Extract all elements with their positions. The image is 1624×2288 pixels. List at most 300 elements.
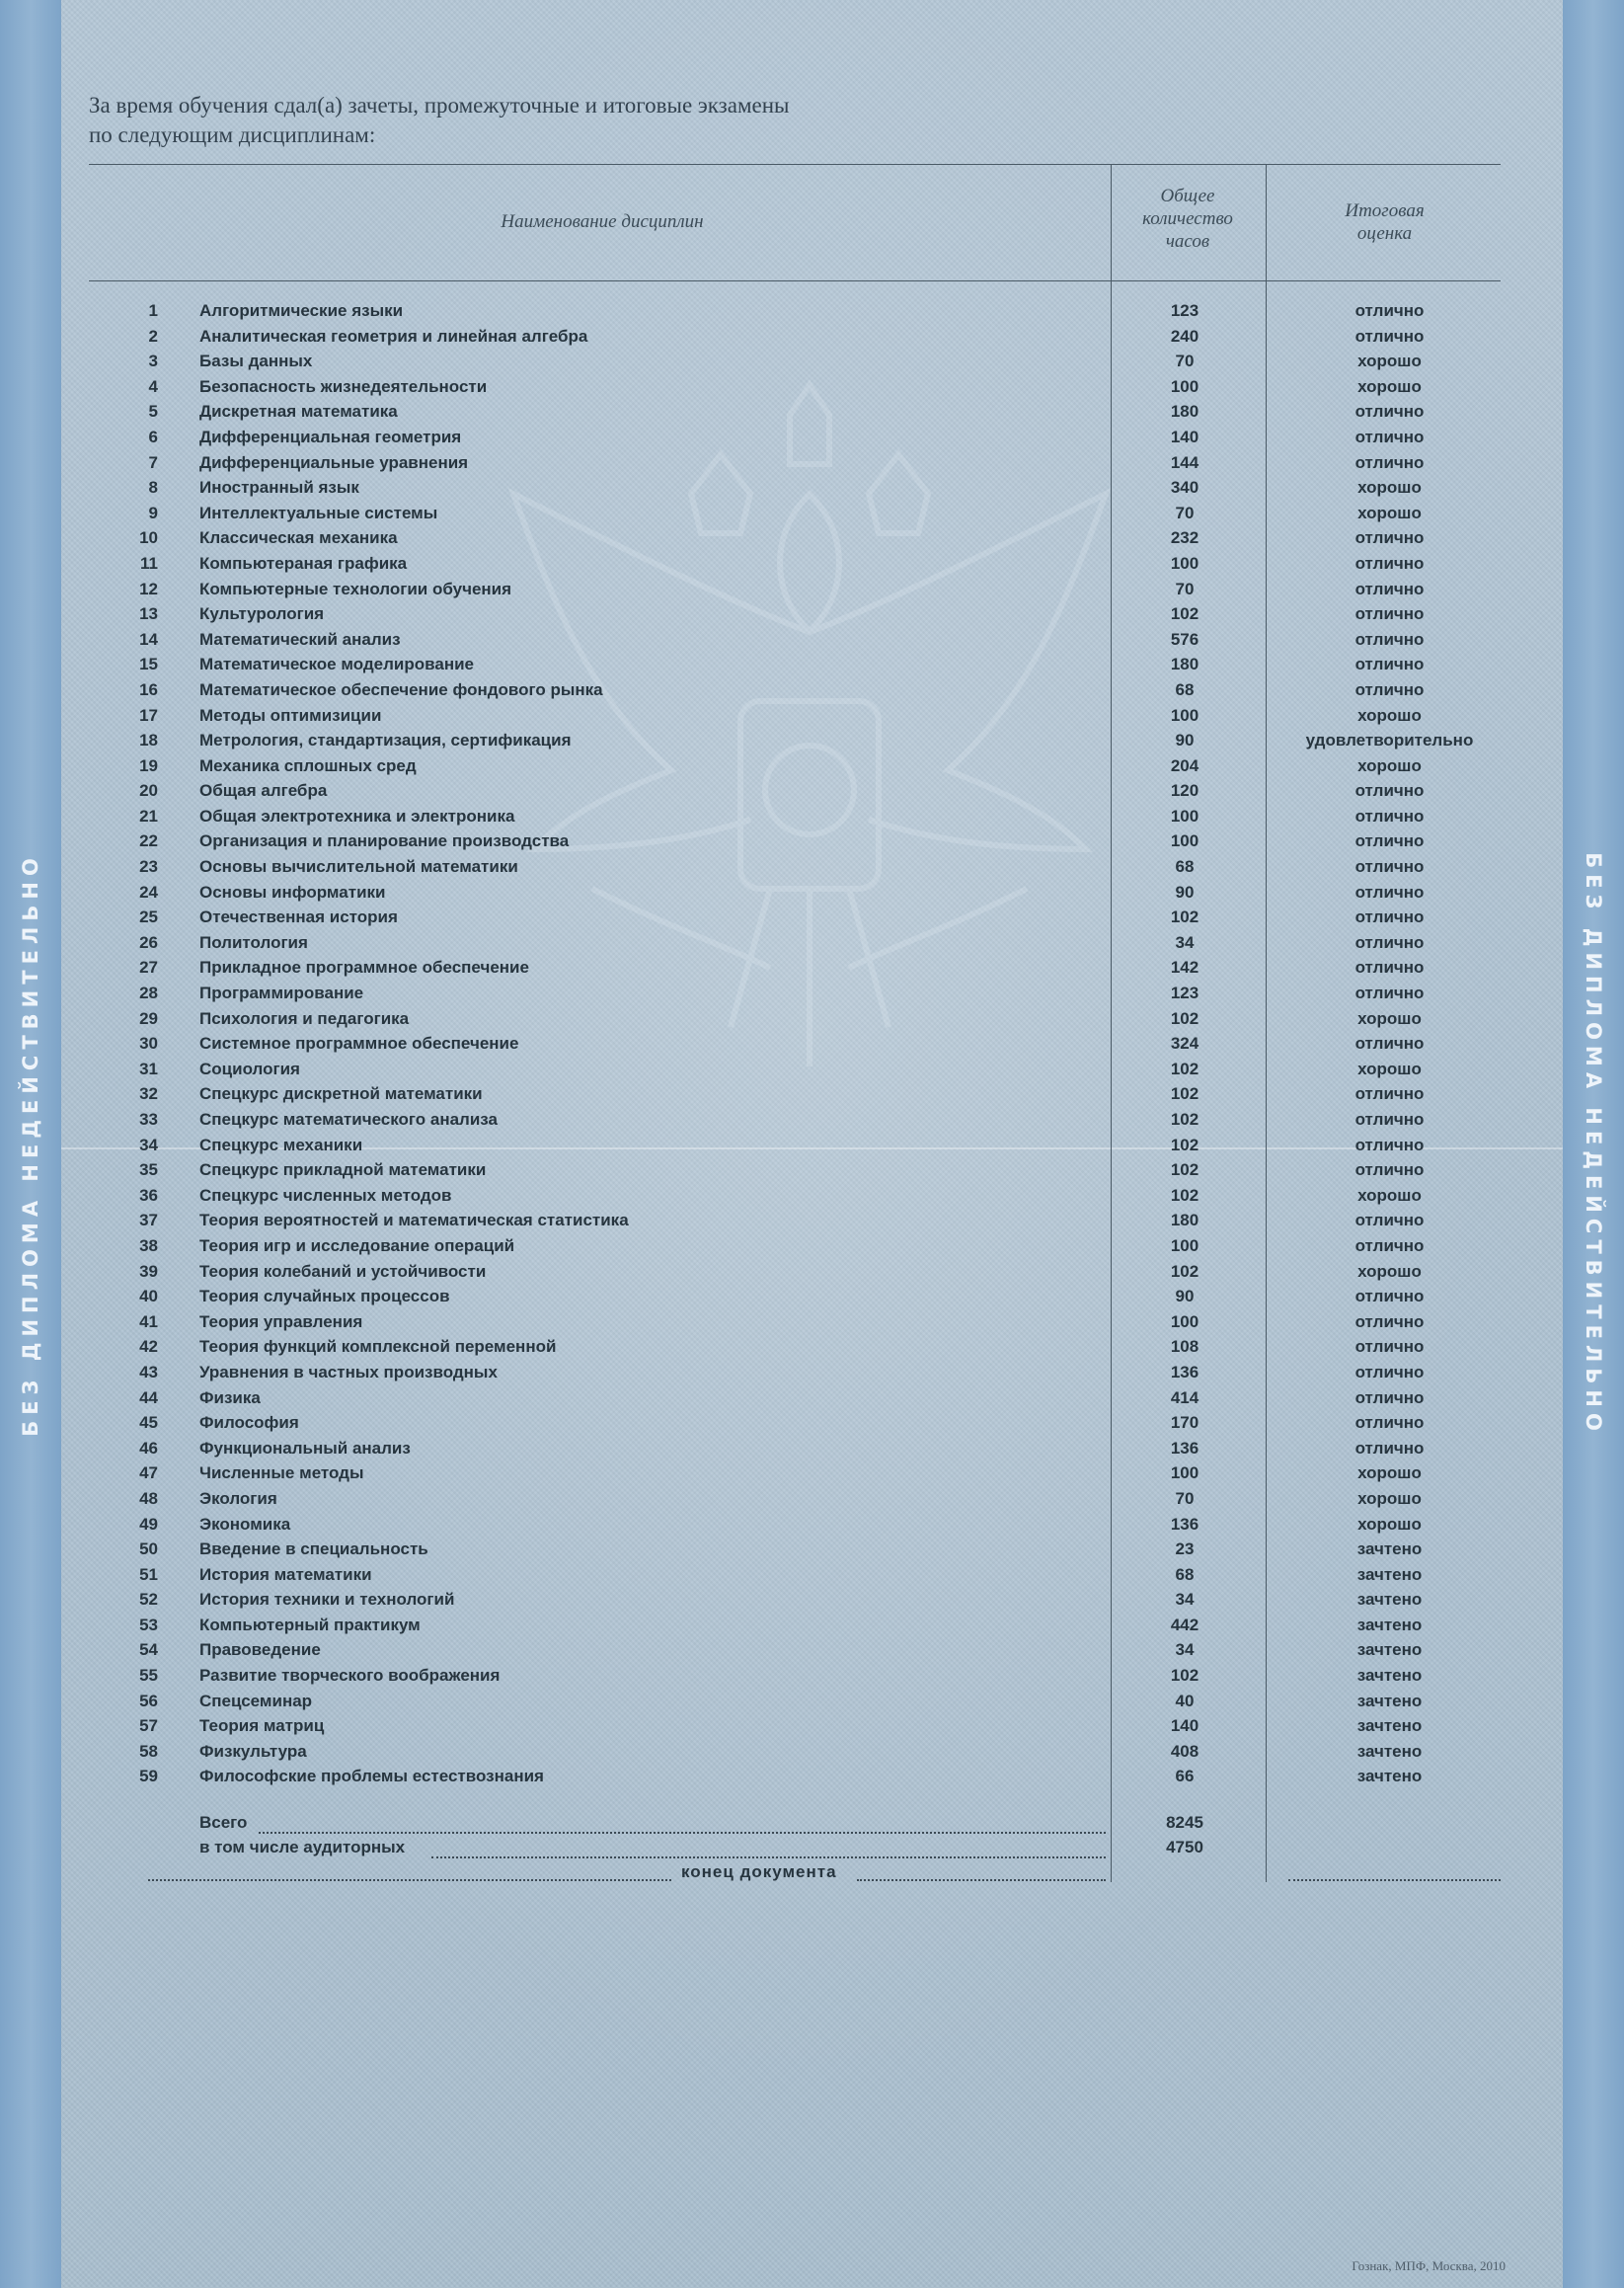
row-number: 20 (139, 781, 158, 801)
discipline-name: Аналитическая геометрия и линейная алгебра (199, 326, 588, 346)
row-number: 3 (148, 352, 158, 371)
discipline-hours: 102 (1170, 1160, 1199, 1180)
discipline-grade: отлично (1354, 579, 1425, 598)
row-number: 4 (148, 376, 158, 396)
discipline-name: Классическая механика (199, 528, 398, 548)
discipline-hours: 34 (1175, 1590, 1195, 1610)
table-row (0, 1057, 1624, 1082)
table-row (0, 1284, 1624, 1309)
header-top-rule (89, 164, 1501, 165)
row-number: 19 (139, 755, 158, 775)
discipline-hours: 108 (1170, 1337, 1199, 1357)
discipline-name: Отечественная история (199, 907, 398, 927)
discipline-grade: отлично (1354, 907, 1425, 927)
row-number: 32 (139, 1084, 158, 1104)
table-row (0, 525, 1624, 551)
discipline-name: История математики (199, 1564, 372, 1584)
end-dots-right (857, 1879, 1106, 1881)
discipline-name: Спецкурс математического анализа (199, 1110, 498, 1129)
discipline-grade: отлично (1354, 1362, 1425, 1381)
discipline-name: Правоведение (199, 1640, 321, 1660)
right-security-text: БЕЗ ДИПЛОМА НЕДЕЙСТВИТЕЛЬНО (1582, 851, 1605, 1437)
row-number: 5 (148, 402, 158, 422)
discipline-grade: отлично (1354, 932, 1425, 952)
discipline-grade: зачтено (1356, 1716, 1423, 1736)
discipline-grade: хорошо (1357, 478, 1422, 498)
table-row (0, 450, 1624, 476)
discipline-name: Введение в специальность (199, 1539, 428, 1559)
discipline-hours: 102 (1170, 1084, 1199, 1104)
discipline-name: Экология (199, 1488, 277, 1508)
table-row (0, 627, 1624, 653)
discipline-grade: зачтено (1356, 1691, 1423, 1710)
discipline-hours: 102 (1170, 1135, 1199, 1154)
discipline-name: История техники и технологий (199, 1590, 455, 1610)
discipline-grade: отлично (1354, 1235, 1425, 1255)
discipline-hours: 70 (1175, 352, 1195, 371)
discipline-name: Теория случайных процессов (199, 1287, 450, 1306)
discipline-grade: хорошо (1357, 755, 1422, 775)
discipline-hours: 90 (1175, 882, 1195, 902)
discipline-grade: зачтено (1356, 1640, 1423, 1660)
table-row (0, 880, 1624, 906)
header-final-grade: Итоговая оценка (1345, 200, 1425, 244)
row-number: 30 (139, 1034, 158, 1054)
total-leader-dots (259, 1832, 1106, 1834)
discipline-hours: 34 (1175, 932, 1195, 952)
row-number: 36 (139, 1185, 158, 1205)
discipline-name: Дискретная математика (199, 402, 398, 422)
header-discipline-name: Наименование дисциплин (501, 211, 704, 232)
discipline-hours: 140 (1170, 427, 1199, 446)
table-row (0, 828, 1624, 854)
row-number: 9 (148, 503, 158, 522)
discipline-grade: зачтено (1356, 1539, 1423, 1559)
discipline-grade: отлично (1354, 1438, 1425, 1458)
end-dots-left (148, 1879, 671, 1881)
table-row (0, 1309, 1624, 1335)
discipline-grade: хорошо (1357, 1008, 1422, 1028)
discipline-name: Метрология, стандартизация, сертификация (199, 731, 572, 750)
row-number: 8 (148, 478, 158, 498)
table-row (0, 1587, 1624, 1613)
discipline-grade: отлично (1354, 857, 1425, 877)
discipline-name: Теория функций комплексной переменной (199, 1337, 557, 1357)
table-row (0, 298, 1624, 324)
discipline-hours: 142 (1170, 958, 1199, 978)
row-number: 26 (139, 932, 158, 952)
discipline-hours: 102 (1170, 1261, 1199, 1281)
discipline-name: Политология (199, 932, 308, 952)
discipline-name: Математическое обеспечение фондового рынка (199, 679, 603, 699)
discipline-name: Численные методы (199, 1463, 364, 1483)
table-row (0, 1360, 1624, 1385)
table-row (0, 677, 1624, 703)
discipline-hours: 180 (1170, 1211, 1199, 1230)
discipline-hours: 123 (1170, 984, 1199, 1003)
row-number: 15 (139, 655, 158, 674)
row-number: 41 (139, 1311, 158, 1331)
discipline-grade: хорошо (1357, 1488, 1422, 1508)
discipline-grade: отлично (1354, 604, 1425, 624)
discipline-name: Интеллектуальные системы (199, 503, 438, 522)
table-row (0, 551, 1624, 577)
table-row (0, 1460, 1624, 1486)
discipline-hours: 100 (1170, 553, 1199, 573)
discipline-name: Философские проблемы естествознания (199, 1767, 544, 1786)
discipline-grade: отлично (1354, 427, 1425, 446)
discipline-name: Компьютерные технологии обучения (199, 579, 512, 598)
discipline-grade: отлично (1354, 655, 1425, 674)
discipline-grade: отлично (1354, 1387, 1425, 1407)
intro-line-2: по следующим дисциплинам: (89, 122, 376, 147)
discipline-grade: отлично (1354, 452, 1425, 472)
discipline-grade: хорошо (1357, 1514, 1422, 1534)
table-row (0, 601, 1624, 627)
printer-imprint: Гознак, МПФ, Москва, 2010 (1352, 2258, 1506, 2273)
discipline-name: Теория матриц (199, 1716, 325, 1736)
discipline-name: Экономика (199, 1514, 291, 1534)
discipline-name: Методы оптимизиции (199, 705, 382, 725)
discipline-hours: 90 (1175, 1287, 1195, 1306)
table-row (0, 1486, 1624, 1512)
discipline-hours: 100 (1170, 1463, 1199, 1483)
discipline-hours: 123 (1170, 301, 1199, 320)
discipline-hours: 204 (1170, 755, 1199, 775)
table-row (0, 1663, 1624, 1689)
discipline-grade: отлично (1354, 1211, 1425, 1230)
row-number: 50 (139, 1539, 158, 1559)
table-row (0, 1006, 1624, 1032)
discipline-hours: 70 (1175, 503, 1195, 522)
row-number: 18 (139, 731, 158, 750)
discipline-grade: отлично (1354, 984, 1425, 1003)
row-number: 2 (148, 326, 158, 346)
discipline-hours: 100 (1170, 1235, 1199, 1255)
discipline-grade: отлично (1354, 1135, 1425, 1154)
discipline-grade: отлично (1354, 553, 1425, 573)
discipline-name: Математический анализ (199, 629, 401, 649)
discipline-name: Социология (199, 1059, 300, 1078)
discipline-hours: 120 (1170, 781, 1199, 801)
table-row (0, 374, 1624, 400)
discipline-grade: отлично (1354, 781, 1425, 801)
row-number: 14 (139, 629, 158, 649)
end-of-document-label: конец документа (681, 1862, 837, 1881)
discipline-hours: 66 (1175, 1767, 1195, 1786)
discipline-hours: 34 (1175, 1640, 1195, 1660)
table-row (0, 349, 1624, 374)
discipline-hours: 102 (1170, 604, 1199, 624)
discipline-name: Дифференциальные уравнения (199, 452, 469, 472)
row-number: 21 (139, 806, 158, 826)
row-number: 56 (139, 1691, 158, 1710)
table-row (0, 981, 1624, 1006)
discipline-grade: отлично (1354, 831, 1425, 851)
discipline-grade: зачтено (1356, 1590, 1423, 1610)
discipline-grade: отлично (1354, 1160, 1425, 1180)
row-number: 1 (148, 301, 158, 320)
discipline-hours: 102 (1170, 1059, 1199, 1078)
row-number: 31 (139, 1059, 158, 1078)
discipline-hours: 90 (1175, 731, 1195, 750)
discipline-hours: 414 (1170, 1387, 1199, 1407)
table-row (0, 1637, 1624, 1663)
discipline-grade: отлично (1354, 301, 1425, 320)
auditory-hours: 4750 (1166, 1838, 1203, 1856)
discipline-grade: зачтено (1356, 1767, 1423, 1786)
discipline-name: Дифференциальная геометрия (199, 427, 462, 446)
discipline-grade: хорошо (1357, 1059, 1422, 1078)
end-dots-grade (1288, 1879, 1501, 1881)
discipline-name: Основы информатики (199, 882, 386, 902)
discipline-name: Психология и педагогика (199, 1008, 410, 1028)
table-row (0, 778, 1624, 804)
table-row (0, 1157, 1624, 1183)
table-row (0, 804, 1624, 829)
table-row (0, 1739, 1624, 1765)
table-row (0, 728, 1624, 753)
discipline-grade: отлично (1354, 1110, 1425, 1129)
discipline-hours: 102 (1170, 907, 1199, 927)
total-label: Всего (199, 1813, 248, 1832)
disciplines-table-body (0, 298, 1624, 1789)
discipline-name: Спецсеминар (199, 1691, 313, 1710)
discipline-grade: отлично (1354, 958, 1425, 978)
discipline-hours: 40 (1175, 1691, 1195, 1710)
discipline-hours: 232 (1170, 528, 1199, 548)
discipline-name: Уравнения в частных производных (199, 1362, 498, 1381)
discipline-hours: 180 (1170, 655, 1199, 674)
row-number: 59 (139, 1767, 158, 1786)
discipline-hours: 68 (1175, 857, 1195, 877)
row-number: 6 (148, 427, 158, 446)
discipline-hours: 140 (1170, 1716, 1199, 1736)
discipline-grade: отлично (1354, 806, 1425, 826)
discipline-grade: отлично (1354, 1084, 1425, 1104)
discipline-hours: 170 (1170, 1413, 1199, 1433)
discipline-hours: 102 (1170, 1185, 1199, 1205)
row-number: 16 (139, 679, 158, 699)
discipline-name: Общая алгебра (199, 781, 328, 801)
table-row (0, 1334, 1624, 1360)
row-number: 52 (139, 1590, 158, 1610)
discipline-grade: хорошо (1357, 503, 1422, 522)
row-number: 7 (148, 452, 158, 472)
row-number: 53 (139, 1615, 158, 1634)
row-number: 10 (139, 528, 158, 548)
row-number: 43 (139, 1362, 158, 1381)
table-row (0, 1410, 1624, 1436)
discipline-grade: хорошо (1357, 1463, 1422, 1483)
table-row (0, 1613, 1624, 1638)
intro-text (89, 91, 1175, 150)
row-number: 46 (139, 1438, 158, 1458)
discipline-grade: зачтено (1356, 1666, 1423, 1686)
table-row (0, 1133, 1624, 1158)
discipline-hours: 102 (1170, 1008, 1199, 1028)
row-number: 44 (139, 1387, 158, 1407)
row-number: 40 (139, 1287, 158, 1306)
row-number: 22 (139, 831, 158, 851)
discipline-grade: отлично (1354, 1034, 1425, 1054)
discipline-name: Спецкурс дискретной математики (199, 1084, 483, 1104)
row-number: 55 (139, 1666, 158, 1686)
row-number: 24 (139, 882, 158, 902)
table-row (0, 577, 1624, 602)
row-number: 35 (139, 1160, 158, 1180)
discipline-name: Культурология (199, 604, 325, 624)
left-security-text: БЕЗ ДИПЛОМА НЕДЕЙСТВИТЕЛЬНО (19, 851, 42, 1437)
discipline-grade: отлично (1354, 679, 1425, 699)
row-number: 48 (139, 1488, 158, 1508)
discipline-hours: 23 (1175, 1539, 1195, 1559)
table-row (0, 930, 1624, 956)
discipline-hours: 408 (1170, 1741, 1199, 1761)
discipline-grade: зачтено (1356, 1741, 1423, 1761)
discipline-name: Основы вычислительной математики (199, 857, 518, 877)
table-row (0, 955, 1624, 981)
table-row (0, 1385, 1624, 1411)
discipline-grade: отлично (1354, 326, 1425, 346)
discipline-grade: отлично (1354, 1311, 1425, 1331)
row-number: 23 (139, 857, 158, 877)
header-total-hours: Общее количество часов (1142, 186, 1233, 252)
discipline-name: Иностранный язык (199, 478, 359, 498)
table-row (0, 1183, 1624, 1209)
table-row (0, 1208, 1624, 1233)
discipline-name: Спецкурс механики (199, 1135, 363, 1154)
discipline-grade: хорошо (1357, 352, 1422, 371)
row-number: 33 (139, 1110, 158, 1129)
discipline-hours: 576 (1170, 629, 1199, 649)
discipline-name: Функциональный анализ (199, 1438, 411, 1458)
auditory-label: в том числе аудиторных (199, 1838, 406, 1856)
table-row (0, 1031, 1624, 1057)
row-number: 29 (139, 1008, 158, 1028)
row-number: 12 (139, 579, 158, 598)
row-number: 13 (139, 604, 158, 624)
table-row (0, 905, 1624, 930)
table-row (0, 425, 1624, 450)
auditory-leader-dots (431, 1856, 1106, 1858)
row-number: 11 (140, 553, 158, 573)
table-row (0, 753, 1624, 779)
discipline-name: Программирование (199, 984, 364, 1003)
discipline-hours: 100 (1170, 1311, 1199, 1331)
row-number: 47 (139, 1463, 158, 1483)
discipline-hours: 100 (1170, 705, 1199, 725)
header-bottom-rule (89, 280, 1501, 281)
discipline-grade: зачтено (1356, 1615, 1423, 1634)
intro-line-1: За время обучения сдал(а) зачеты, промежуточные и итоговые экзамены (89, 93, 790, 118)
discipline-hours: 100 (1170, 831, 1199, 851)
discipline-name: Спецкурс численных методов (199, 1185, 452, 1205)
discipline-grade: отлично (1354, 1287, 1425, 1306)
discipline-name: Компьютерный практикум (199, 1615, 421, 1634)
discipline-name: Базы данных (199, 352, 313, 371)
discipline-name: Физика (199, 1387, 261, 1407)
discipline-name: Математическое моделирование (199, 655, 474, 674)
discipline-name: Теория колебаний и устойчивости (199, 1261, 487, 1281)
discipline-name: Алгоритмические языки (199, 301, 404, 320)
discipline-name: Организация и планирование производства (199, 831, 570, 851)
discipline-hours: 102 (1170, 1666, 1199, 1686)
discipline-hours: 144 (1170, 452, 1199, 472)
discipline-name: Теория управления (199, 1311, 363, 1331)
table-row (0, 1537, 1624, 1562)
table-row (0, 1689, 1624, 1714)
discipline-hours: 100 (1170, 806, 1199, 826)
discipline-name: Теория игр и исследование операций (199, 1235, 515, 1255)
discipline-name: Развитие творческого воображения (199, 1666, 501, 1686)
row-number: 27 (139, 958, 158, 978)
discipline-hours: 442 (1170, 1615, 1199, 1634)
table-row (0, 1081, 1624, 1107)
table-row (0, 652, 1624, 677)
discipline-name: Механика сплошных сред (199, 755, 417, 775)
discipline-name: Компьютераная графика (199, 553, 408, 573)
discipline-name: Философия (199, 1413, 299, 1433)
row-number: 17 (139, 705, 158, 725)
row-number: 51 (139, 1564, 158, 1584)
discipline-hours: 136 (1170, 1438, 1199, 1458)
table-row (0, 703, 1624, 729)
row-number: 42 (139, 1337, 158, 1357)
table-row (0, 1233, 1624, 1259)
discipline-hours: 100 (1170, 376, 1199, 396)
discipline-grade: отлично (1354, 629, 1425, 649)
discipline-hours: 324 (1170, 1034, 1199, 1054)
discipline-grade: хорошо (1357, 376, 1422, 396)
table-row (0, 1764, 1624, 1789)
discipline-hours: 136 (1170, 1362, 1199, 1381)
discipline-name: Системное программное обеспечение (199, 1034, 519, 1054)
discipline-name: Спецкурс прикладной математики (199, 1160, 487, 1180)
discipline-name: Прикладное программное обеспечение (199, 958, 529, 978)
discipline-grade: удовлетворительно (1305, 731, 1474, 750)
discipline-name: Физкультура (199, 1741, 307, 1761)
discipline-hours: 70 (1175, 1488, 1195, 1508)
table-row (0, 324, 1624, 350)
row-number: 28 (139, 984, 158, 1003)
table-row (0, 1436, 1624, 1461)
discipline-grade: хорошо (1357, 705, 1422, 725)
row-number: 25 (139, 907, 158, 927)
discipline-grade: отлично (1354, 882, 1425, 902)
discipline-grade: хорошо (1357, 1185, 1422, 1205)
total-hours: 8245 (1166, 1813, 1203, 1832)
discipline-hours: 68 (1175, 679, 1195, 699)
row-number: 58 (139, 1741, 158, 1761)
table-row (0, 854, 1624, 880)
table-row (0, 1512, 1624, 1538)
discipline-name: Безопасность жизнедеятельности (199, 376, 488, 396)
discipline-grade: отлично (1354, 402, 1425, 422)
row-number: 54 (139, 1640, 158, 1660)
discipline-grade: отлично (1354, 1413, 1425, 1433)
discipline-name: Общая электротехника и электроника (199, 806, 515, 826)
table-row (0, 1713, 1624, 1739)
row-number: 37 (139, 1211, 158, 1230)
discipline-hours: 340 (1170, 478, 1199, 498)
discipline-hours: 102 (1170, 1110, 1199, 1129)
table-row (0, 1259, 1624, 1285)
table-row (0, 1562, 1624, 1588)
row-number: 45 (139, 1413, 158, 1433)
discipline-grade: хорошо (1357, 1261, 1422, 1281)
row-number: 49 (139, 1514, 158, 1534)
